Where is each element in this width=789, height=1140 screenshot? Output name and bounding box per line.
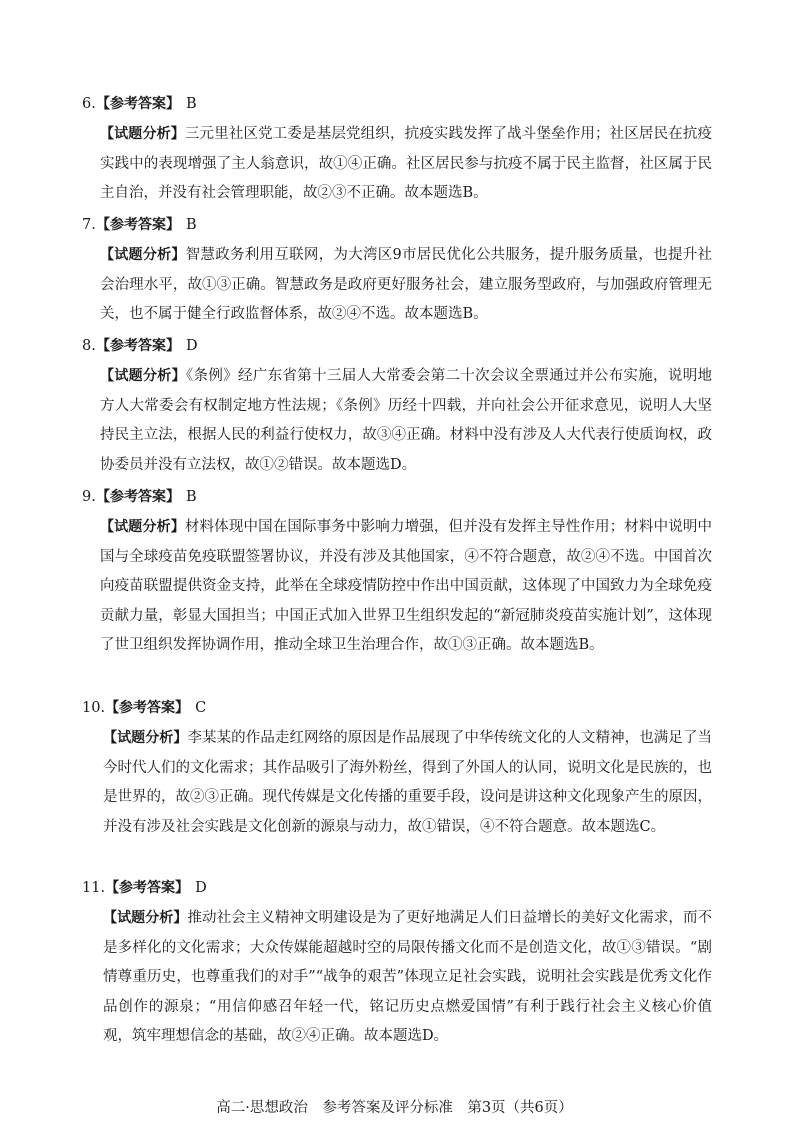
answer-label: 【参考答案】 (105, 880, 190, 896)
analysis-body: 《条例》经广东省第十三届人大常委会第二十次会议全票通过并公布实施，说明地方人大常委会有权制定地方性法规；《条例》历经十四载，并向社会公开征求意见，说明人大坚持民主立法，根据人民的利益行使权力，故③④正确。材料中没有涉及人大代表行使质询权，政协委员并没有立法权，故①②错误。故本题选D。 (100, 368, 713, 473)
question-number: 10. (82, 700, 106, 716)
analysis-text (103, 724, 712, 842)
question-number: 9. (82, 489, 96, 505)
answer-line (82, 698, 712, 718)
question-8 (82, 336, 712, 480)
answer-label: 【参考答案】 (96, 489, 180, 505)
answer-value: D (195, 880, 207, 896)
answer-label: 【参考答案】 (96, 217, 180, 233)
answer-value: C (195, 700, 207, 716)
answer-value: B (186, 489, 197, 505)
analysis-text (100, 120, 712, 209)
answer-value: D (186, 338, 198, 354)
analysis-label: 【试题分析】 (100, 126, 185, 142)
question-number: 6. (82, 96, 96, 112)
analysis-body: 智慧政务利用互联网，为大湾区9市居民优化公共服务，提升服务质量，也提升社会治理水平，故①③正确。智慧政务是政府更好服务社会，建立服务型政府，与加强政府管理无关，也不属于健全行政监督体系，故②④不选。故本题选B。 (100, 247, 712, 322)
answer-label: 【参考答案】 (105, 700, 190, 716)
answer-label: 【参考答案】 (96, 96, 180, 112)
analysis-label: 【试题分析】 (100, 519, 185, 535)
analysis-text (103, 904, 712, 1052)
question-7 (82, 215, 712, 330)
answer-label: 【参考答案】 (96, 338, 180, 354)
answer-value: B (186, 96, 197, 112)
analysis-text (100, 362, 712, 480)
answer-value: B (186, 217, 197, 233)
question-11 (82, 878, 712, 1052)
answer-line (82, 878, 712, 898)
question-9 (82, 487, 712, 661)
question-number: 7. (82, 217, 96, 233)
analysis-label: 【试题分析】 (103, 730, 188, 746)
analysis-label: 【试题分析】 (103, 910, 188, 926)
answer-line (82, 94, 712, 114)
analysis-text (100, 241, 712, 330)
analysis-body: 材料体现中国在国际事务中影响力增强，但并没有发挥主导性作用；材料中说明中国与全球疫苗免疫联盟签署协议，并没有涉及其他国家，④不符合题意，故②④不选。中国首次向疫苗联盟提供资金支持，此举在全球疫情防控中作出中国贡献，这体现了中国致力为全球免疫贡献力量，彰显大国担当；中国正式加入世界卫生组织发起的“新冠肺炎疫苗实施计划”，这体现了世卫组织发挥协调作用，推动全球卫生治理合作，故①③正确。故本题选B。 (100, 519, 713, 653)
analysis-body: 李某某的作品走红网络的原因是作品展现了中华传统文化的人文精神，也满足了当今时代人们的文化需求；其作品吸引了海外粉丝，得到了外国人的认同，说明文化是民族的，也是世界的，故②③正确。现代传媒是文化传播的重要手段，设问是讲这种文化现象产生的原因，并没有涉及社会实践是文化创新的源泉与动力，故①错误，④不符合题意。故本题选C。 (103, 730, 713, 835)
answer-line (82, 336, 712, 356)
analysis-label: 【试题分析】 (100, 368, 186, 384)
analysis-text (100, 513, 712, 661)
analysis-body: 三元里社区党工委是基层党组织，抗疫实践发挥了战斗堡垒作用；社区居民在抗疫实践中的表现增强了主人翁意识，故①④正确。社区居民参与抗疫不属于民主监督，社区属于民主自治，并没有社会管理职能，故②③不正确。故本题选B。 (100, 126, 713, 201)
answer-line (82, 215, 712, 235)
analysis-label: 【试题分析】 (100, 247, 186, 263)
answer-line (82, 487, 712, 507)
question-number: 11. (82, 880, 106, 896)
analysis-body: 推动社会主义精神文明建设是为了更好地满足人们日益增长的美好文化需求，而不是多样化的文化需求；大众传媒能超越时空的局限传播文化而不是创造文化，故①③错误。“剧情尊重历史，也尊重我们的对手”“战争的艰苦”体现立足社会实践，说明社会实践是优秀文化作品创作的源泉；“用信仰感召年轻一代，铭记历史点燃爱国情”有利于践行社会主义核心价值观，筑牢理想信念的基础，故②④正确。故本题选D。 (103, 910, 713, 1044)
question-6 (82, 94, 712, 209)
page-footer: 高二·思想政治 参考答案及评分标准 第3页（共6页） (216, 1100, 573, 1116)
question-10 (82, 698, 712, 842)
question-number: 8. (82, 338, 96, 354)
